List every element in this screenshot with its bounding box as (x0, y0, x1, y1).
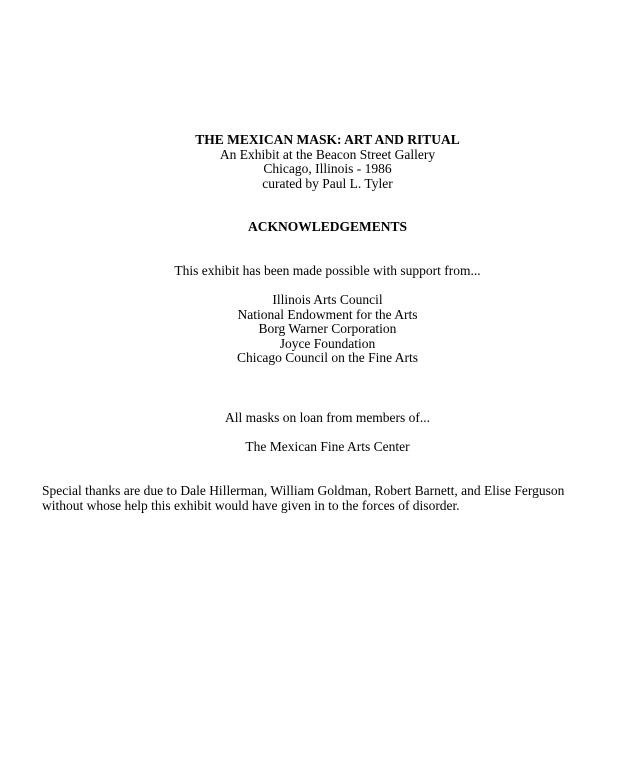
supporter-item: Chicago Council on the Fine Arts (236, 350, 419, 365)
exhibit-subtitle: An Exhibit at the Beacon Street Gallery (219, 146, 436, 162)
exhibit-curator: curated by Paul L. Tyler (262, 175, 393, 191)
supporter-item: National Endowment for the Arts (237, 306, 418, 322)
exhibit-title: THE MEXICAN MASK: ART AND RITUAL (195, 132, 460, 147)
loan-organization: The Mexican Fine Arts Center (245, 439, 410, 454)
exhibit-location: Chicago, Illinois - 1986 (263, 161, 392, 176)
loan-intro: All masks on loan from members of... (224, 410, 431, 425)
supporters-list (0, 293, 635, 366)
supporter-item: Joyce Foundation (279, 335, 376, 351)
exhibit-header (0, 133, 635, 191)
acknowledgements-heading: ACKNOWLEDGEMENTS (247, 219, 408, 234)
special-thanks (42, 484, 622, 513)
supporter-item: Borg Warner Corporation (258, 321, 397, 336)
thanks-line: without whose help this exhibit would have given in to the forces of disorder. (42, 497, 460, 513)
thanks-line: Special thanks are due to Dale Hillerman, William Goldman, Robert Barnett, and Elise Ferguson (42, 483, 565, 498)
support-intro: This exhibit has been made possible with support from... (174, 263, 481, 278)
supporter-item: Illinois Arts Council (272, 292, 383, 307)
